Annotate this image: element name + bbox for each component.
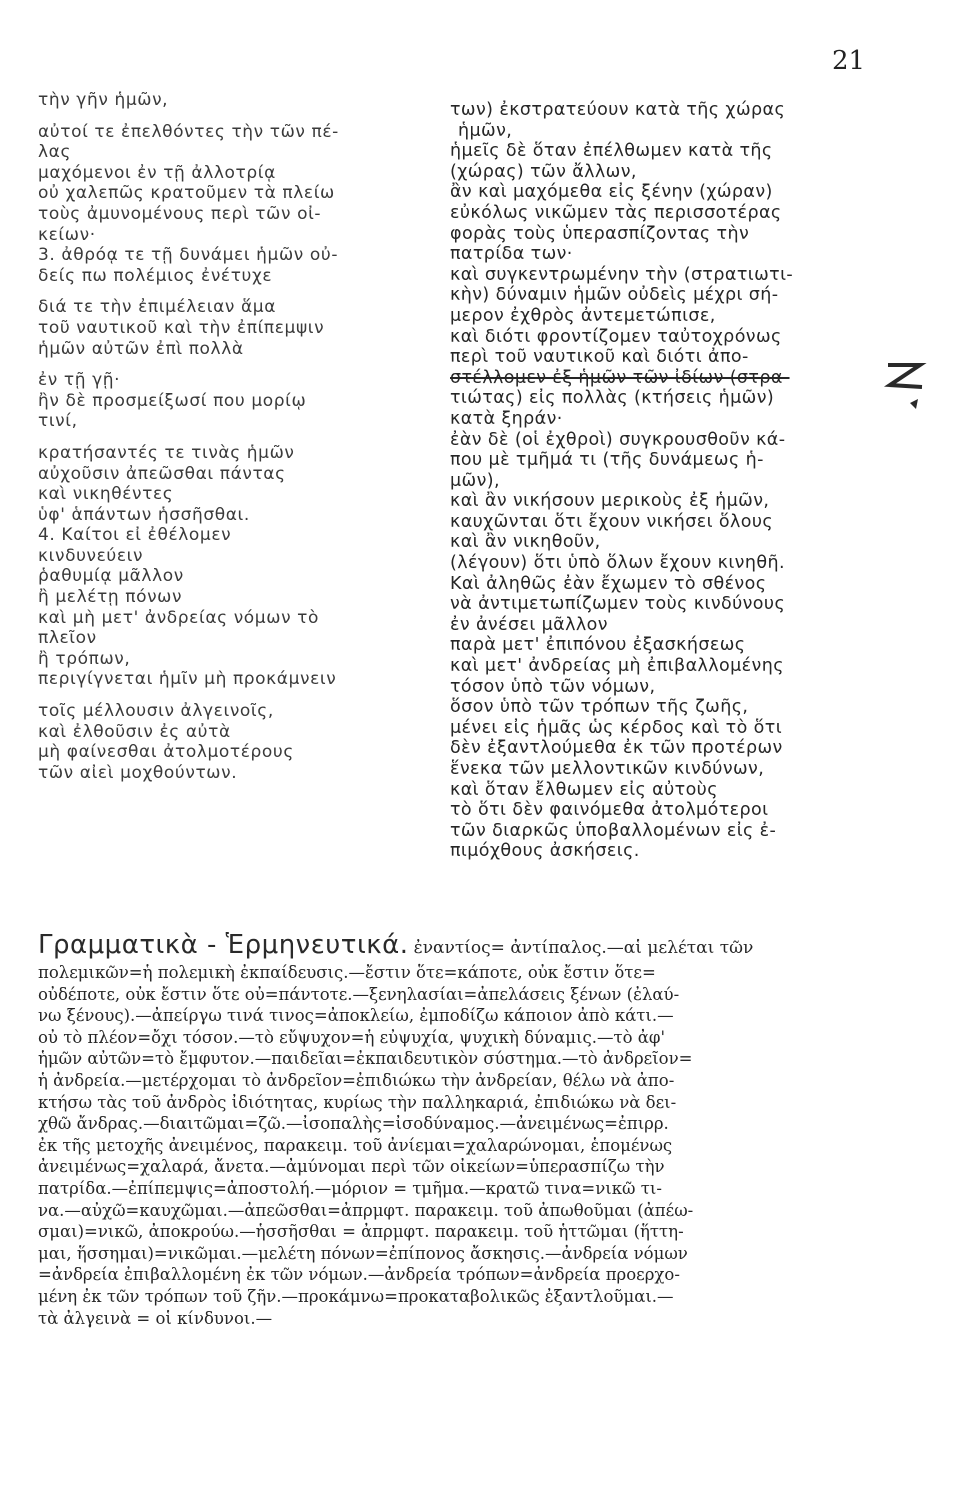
text-line: δείς πω πολέμιος ἐνέτυχε [38, 265, 273, 286]
text-line: καὶ μὴ μετ' ἀνδρείας νόμων τὸ [38, 607, 319, 628]
text-line: καὶ ἂν νικηθοῦν, [450, 532, 601, 553]
text-line: τὴν γῆν ἡμῶν, [38, 90, 169, 110]
text-line: καὶ ὅταν ἔλθωμεν εἰς αὐτοὺς [450, 779, 718, 800]
text-line: αὐτοί τε ἐπελθόντες τὴν τῶν πέ- [38, 121, 339, 142]
note-line: χθῶ ἄνδρας.—διαιτῶμαι=ζῶ.—ἰσοπαλὴς=ἰσοδύναμος.—ἀνειμένως=ἐπιρρ. [38, 1114, 669, 1134]
text-line: μῶν), [450, 470, 500, 491]
note-line: οὐδέποτε, οὐκ ἔστιν ὅτε οὐ=πάντοτε.—ξενηλασίαι=ἀπελάσεις ξένων (ἐλαύ- [38, 984, 680, 1004]
notes-first-line: ἐναντίος= ἀντίπαλος.—αἱ μελέται τῶν [413, 938, 754, 958]
text-line: πιμόχθους ἀσκήσεις. [450, 841, 640, 862]
text-line: καυχῶνται ὅτι ἔχουν νικήσει ὅλους [450, 511, 774, 532]
text-line: λας [38, 142, 72, 163]
note-line: =ἀνδρεία ἐπιβαλλομένη ἐκ τῶν νόμων.—ἀνδρεία τρόπων=ἀνδρεία προερχο- [38, 1265, 680, 1285]
text-line: των) ἐκστρατεύουν κατὰ τῆς χώρας [450, 100, 786, 120]
text-line: καὶ ἐλθοῦσιν ἐς αὐτὰ [38, 721, 231, 742]
text-line: καὶ νικηθέντες [38, 484, 174, 505]
note-line: σμαι)=νικῶ, ἀποκρούω.—ἡσσῆσθαι = ἀπρμφτ. παρακειμ. τοῦ ἡττῶμαι (ἥττη- [38, 1222, 684, 1242]
text-line: ἐὰν δὲ (οἱ ἐχθροὶ) συγκρουσθοῦν κά- [450, 429, 786, 450]
text-line: τοὺς ἀμυνομένους περὶ τῶν οἰ- [38, 203, 322, 224]
text-line: κινδυνεύειν [38, 545, 144, 566]
text-line: 3. ἀθρόᾳ τε τῇ δυνάμει ἡμῶν οὐ- [38, 245, 339, 266]
text-line: περιγίγνεται ἡμῖν μὴ προκάμνειν [38, 669, 337, 690]
note-line: νω ξένους).—ἀπείργω τινά τινος=ἀποκλείω, ἐμποδίζω κάποιον ἀπὸ κάτι.— [38, 1006, 674, 1026]
text-line: ὅσον ὑπὸ τῶν τρόπων τῆς ζωῆς, [450, 697, 749, 718]
text-line: ἡμῶν αὐτῶν ἐπὶ πολλὰ [38, 338, 244, 359]
text-line: κρατήσαντές τε τινὰς ἡμῶν [38, 442, 295, 463]
text-line: τιώτας) εἰς πολλὰς (κτήσεις ἡμῶν) [450, 388, 775, 409]
text-line: νὰ ἀντιμετωπίζωμεν τοὺς κινδύνους [450, 594, 786, 615]
note-line: να.—αὐχῶ=καυχῶμαι.—ἀπεῶσθαι=ἀπρμφτ. παρακειμ. τοῦ ἀπωθοῦμαι (ἀπέω- [38, 1200, 694, 1220]
text-line: εὐκόλως νικῶμεν τὰς περισσοτέρας [450, 202, 782, 223]
text-line: κείων· [38, 224, 96, 245]
text-line: τινί, [38, 411, 78, 432]
text-line: μαχόμενοι ἐν τῇ ἀλλοτρίᾳ [38, 162, 276, 183]
text-line: μερον ἐχθρὸς ἀντεμετώπισε, [450, 305, 716, 326]
notes-title: Γραμματικὰ - Ἑρμηνευτικά. [38, 930, 409, 960]
text-line: κατὰ ξηράν· [450, 408, 563, 429]
note-line: μαι, ἥσσημαι)=νικῶμαι.—μελέτη πόνων=ἐπίπονος ἄσκησις.—ἀνδρεία νόμων [38, 1243, 688, 1263]
grammar-notes [38, 962, 898, 1329]
note-line: ἡμῶν αὐτῶν=τὸ ἔμφυτον.—παιδεῖαι=ἐκπαιδευτικὸν σύστημα.—τὸ ἀνδρεῖον= [38, 1049, 693, 1069]
page-number: 21 [832, 46, 866, 76]
text-line: καὶ μετ' ἀνδρείας μὴ ἐπιβαλλομένης [450, 656, 784, 677]
note-line: πολεμικῶν=ἡ πολεμικὴ ἐκπαίδευσις.—ἔστιν ὅτε=κάποτε, οὐκ ἔστιν ὅτε= [38, 963, 656, 982]
text-line: οὐ χαλεπῶς κρατοῦμεν τὰ πλείω [38, 183, 335, 204]
text-line: ῥαθυμίᾳ μᾶλλον [38, 566, 184, 587]
ancient-text-column [38, 90, 428, 783]
text-line: δὲν ἐξαντλούμεθα ἐκ τῶν προτέρων [450, 738, 783, 759]
notes-heading-line [38, 930, 898, 960]
text-line: ἢν δὲ προσμείξωσί που μορίῳ [38, 390, 307, 411]
note-line: τὰ ἀλγεινὰ = οἱ κίνδυνοι.— [38, 1308, 273, 1328]
text-line: μὴ φαίνεσθαι ἀτολμοτέρους [38, 742, 294, 763]
text-line: ἢ μελέτῃ πόνων [38, 587, 183, 608]
text-line: τὸ ὅτι δὲν φαινόμεθα ἀτολμότεροι [450, 800, 769, 821]
text-line: (λέγουν) ὅτι ὑπὸ ὅλων ἔχουν κινηθῆ. [450, 553, 785, 574]
text-line: τόσον ὑπὸ τῶν νόμων, [450, 676, 656, 697]
note-line: ἡ ἀνδρεία.—μετέρχομαι τὸ ἀνδρεῖον=ἐπιδιώκω τὴν ἀνδρείαν, θέλω νὰ ἀπο- [38, 1070, 675, 1090]
note-line: οὐ τὸ πλέον=ὄχι τόσον.—τὸ εὔψυχον=ἡ εὐψυχία, ψυχικὴ δύναμις.—τὸ ἀφ' [38, 1027, 665, 1047]
text-line: που μὲ τμῆμά τι (τῆς δυνάμεως ἡ- [450, 450, 764, 471]
text-line: καὶ ἂν νικήσουν μερικοὺς ἐξ ἡμῶν, [450, 491, 770, 512]
text-line: φορὰς τοὺς ὑπερασπίζοντας τὴν [450, 223, 750, 244]
text-line: πλεῖον [38, 628, 97, 649]
text-line: ὑφ' ἁπάντων ἡσσῆσθαι. [38, 504, 250, 525]
text-line: ἡμῶν, [458, 120, 513, 141]
text-line: περὶ τοῦ ναυτικοῦ καὶ διότι ἀπο- [450, 347, 749, 368]
note-line: κτήσω τὰς τοῦ ἀνδρὸς ἰδιότητας, κυρίως τὴν παλληκαριά, ἐπιδιώκω νὰ δει- [38, 1092, 677, 1112]
note-line: ἀνειμένως=χαλαρά, ἄνετα.—ἀμύνομαι περὶ τῶν οἰκείων=ὑπερασπίζω τὴν [38, 1157, 665, 1177]
text-line: πατρίδα των· [450, 244, 573, 265]
text-line: τῶν αἰεὶ μοχθούντων. [38, 762, 238, 783]
text-line: μένει εἰς ἡμᾶς ὡς κέρδος καὶ τὸ ὅτι [450, 717, 783, 738]
text-line: διά τε τὴν ἐπιμέλειαν ἅμα [38, 297, 277, 318]
text-line: ἐν τῇ γῇ· [38, 370, 121, 391]
text-line: κὴν) δύναμιν ἡμῶν οὐδεὶς μέχρι σή- [450, 285, 779, 306]
text-line: αὐχοῦσιν ἀπεῶσθαι πάντας [38, 463, 286, 484]
text-line: ἢ τρόπων, [38, 648, 131, 669]
text-line: παρὰ μετ' ἐπιπόνου ἐξασκήσεως [450, 635, 746, 656]
note-line: μένη ἐκ τῶν τρόπων τοῦ ζῆν.—προκάμνω=προκαταβολικῶς ἐξαντλοῦμαι.— [38, 1286, 674, 1306]
translation-column [450, 100, 905, 862]
text-line: Καὶ ἀληθῶς ἐὰν ἔχωμεν τὸ σθένος [450, 573, 767, 594]
text-line: τῶν διαρκῶς ὑποβαλλομένων εἰς ἐ- [450, 820, 777, 841]
text-line: 4. Καίτοι εἰ ἐθέλομεν [38, 525, 232, 546]
note-line: ἐκ τῆς μετοχῆς ἀνειμένος, παρακειμ. τοῦ ἀνίεμαι=χαλαρώνομαι, ἑπομένως [38, 1135, 673, 1155]
text-line: τοῖς μέλλουσιν ἀλγεινοῖς, [38, 701, 274, 722]
text-line: ἂν καὶ μαχόμεθα εἰς ξένην (χώραν) [450, 182, 773, 203]
text-line: καὶ συγκεντρωμένην τὴν (στρατιωτι- [450, 264, 794, 285]
text-line: τοῦ ναυτικοῦ καὶ τὴν ἐπίπεμψιν [38, 317, 325, 338]
text-line: ἡμεῖς δὲ ὅταν ἐπέλθωμεν κατὰ τῆς [450, 141, 773, 162]
text-line: ἕνεκα τῶν μελλοντικῶν κινδύνων, [450, 759, 765, 779]
handwritten-margin-mark [880, 355, 930, 424]
text-line: ἐν ἀνέσει μᾶλλον [450, 614, 608, 635]
text-line: (χώρας) τῶν ἄλλων, [450, 161, 637, 182]
struck-text-line: στέλλομεν ἐξ ἡμῶν τῶν ἰδίων (στρα- [450, 367, 790, 388]
text-line: καὶ διότι φροντίζομεν ταὐτοχρόνως [450, 326, 782, 347]
note-line: πατρίδα.—ἐπίπεμψις=ἀποστολή.—μόριον = τμῆμα.—κρατῶ τινα=νικῶ τι- [38, 1178, 662, 1198]
